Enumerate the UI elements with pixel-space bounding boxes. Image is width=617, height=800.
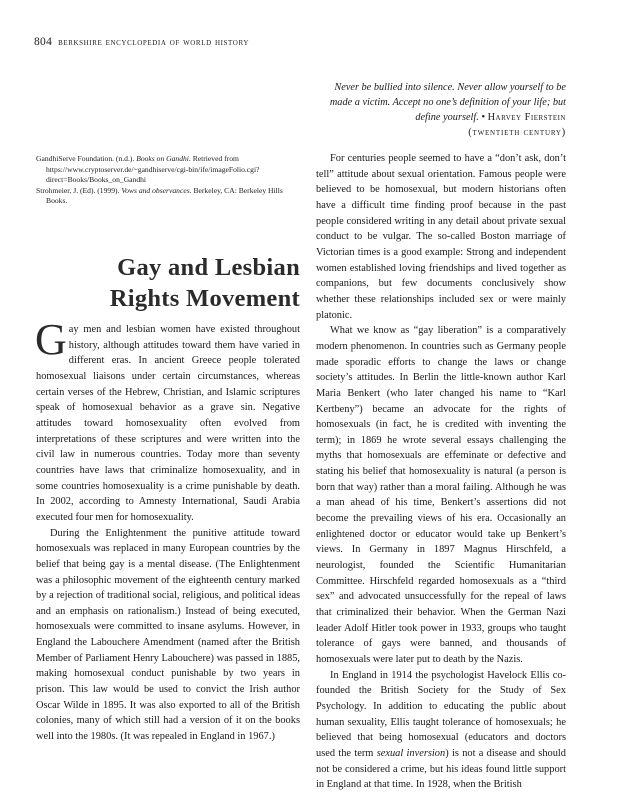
book-title: berkshire encyclopedia of world history bbox=[58, 37, 249, 48]
left-column bbox=[35, 315, 300, 745]
paragraph: What we know as “gay liberation” is a comparatively modern phenomenon. In countries such as Germany people made sporadic efforts to change the laws or change society’s attitudes. In Berlin the little-known author Karl Maria Benkert (who later changed his name to “Karl Kertbeny”) became an advocate for the rights of homosexuals (in fact, he is credited with inventing the term); in 1869 he wrote several essays challenging the myths that homosexuals are effeminate or defective and stating his belief that homosexuality is natural (a person is born that way) rather than a moral failing. Although he was a man ahead of his time, Benkert’s assertions did not become the prevailing views of his era. Occasionally an enlightened doctor or educator would take up Benkert’s views. In Germany in 1897 Magnus Hirschfeld, a neurologist, founded the Scientific Humanitarian Committee. Hirschfeld regarded homosexuals as a “third sex” and advocated unsuccessfully for the repeal of laws that criminalized their behavior. When the German Nazi leader Adolf Hitler took power in 1933, groups who taught tolerance of gays were banned, and thousands of homosexuals were later put to death by the Nazis. bbox=[316, 325, 566, 665]
epigraph-author: Harvey Fierstein bbox=[487, 112, 566, 123]
paragraph: In England in 1914 the psychologist Havelock Ellis co-founded the British Society for the Study of Sex Psychology. In addition to educating the public about human sexuality, Ellis taught tolerance of homosexuals; he believed that being homosexual (educators and doctors used the term sexual inversion) is not a disease and should not be considered a crime, but his ideas found little support in England at that time. In 1928, when the British bbox=[316, 669, 566, 791]
paragraph: During the Enlightenment the punitive attitude toward homosexuals was replaced in many European countries by the belief that being gay is a mental disease. (The Enlightenment was a philosophic movement of the eighteenth century marked by a rejection of traditional social, religious, and political ideas and an emphasis on rationalism.) Instead of being executed, homosexuals were committed to insane asylums. However, in England the Labouchere Amendment (named after the British Member of Parliament Henry Labouchere) was passed in 1885, making homosexual conduct punishable by two years in prison. This law would be used to convict the Irish author Oscar Wilde in 1895. It was also exported to all of the British colonies, many of which still had a version of it on the books well into the 1980s. (It was repealed in England in 1967.) bbox=[36, 527, 300, 743]
epigraph-quote: Never be bullied into silence. Never allow yourself to be made a victim. Accept no one’s definition of your life; but define yourself. bbox=[329, 82, 566, 123]
paragraph: For centuries people seemed to have a “don’t ask, don’t tell” attitude about sexual orientation. Famous people were believed to be homosexual, but modern historians often have a difficult time finding proof because in the past people considered writing in any detail about private sexual conduct to be vulgar. The so-called Boston marriage of Victorian times is a good example: Strong and independent women established loving friendships and lived together as companions, but few documents conclusively show whether these relationships included sex or were mainly platonic. bbox=[316, 153, 566, 321]
reference-item: Strohmeier, J. (Ed). (1999). Vows and observances. Berkeley, CA: Berkeley Hills Books. bbox=[36, 185, 283, 206]
italic-term: sexual inversion bbox=[376, 747, 446, 759]
drop-cap: G bbox=[35, 315, 67, 364]
epigraph-bullet: • bbox=[481, 112, 486, 123]
article-title-line: Gay and Lesbian bbox=[117, 254, 300, 281]
article-title bbox=[36, 252, 300, 314]
running-head bbox=[34, 36, 249, 48]
right-column bbox=[316, 151, 566, 793]
reference-item: GandhiServe Foundation. (n.d.). Books on Gandhi. Retrieved from https://www.cryptoserver.de/~gandhiserve/cgi-bin/ife/imageFolio.cgi?direct=Books/Books_on_Gandhi bbox=[36, 154, 260, 185]
article-title-line: Rights Movement bbox=[109, 285, 300, 312]
page-number: 804 bbox=[34, 36, 53, 48]
epigraph-era: (twentieth century) bbox=[468, 127, 566, 138]
epigraph bbox=[318, 80, 566, 140]
references bbox=[36, 154, 304, 207]
paragraph: Gay men and lesbian women have existed throughout history, although attitudes toward them have varied in different eras. In ancient Greece people tolerated homosexual liaisons under certain circumstances, whereas certain verses of the Hebrew, Christian, and Islamic scriptures speak of homosexual behavior as a grave sin. Negative attitudes toward homosexuality often evolved from interpretations of these scriptures and were written into the civil law in numerous countries. Today more than seventy countries have laws that criminalize homosexuality, and in some countries homosexuality is a crime punishable by death. In 2002, according to Amnesty International, Saudi Arabia executed four men for homosexuality. bbox=[35, 315, 300, 523]
